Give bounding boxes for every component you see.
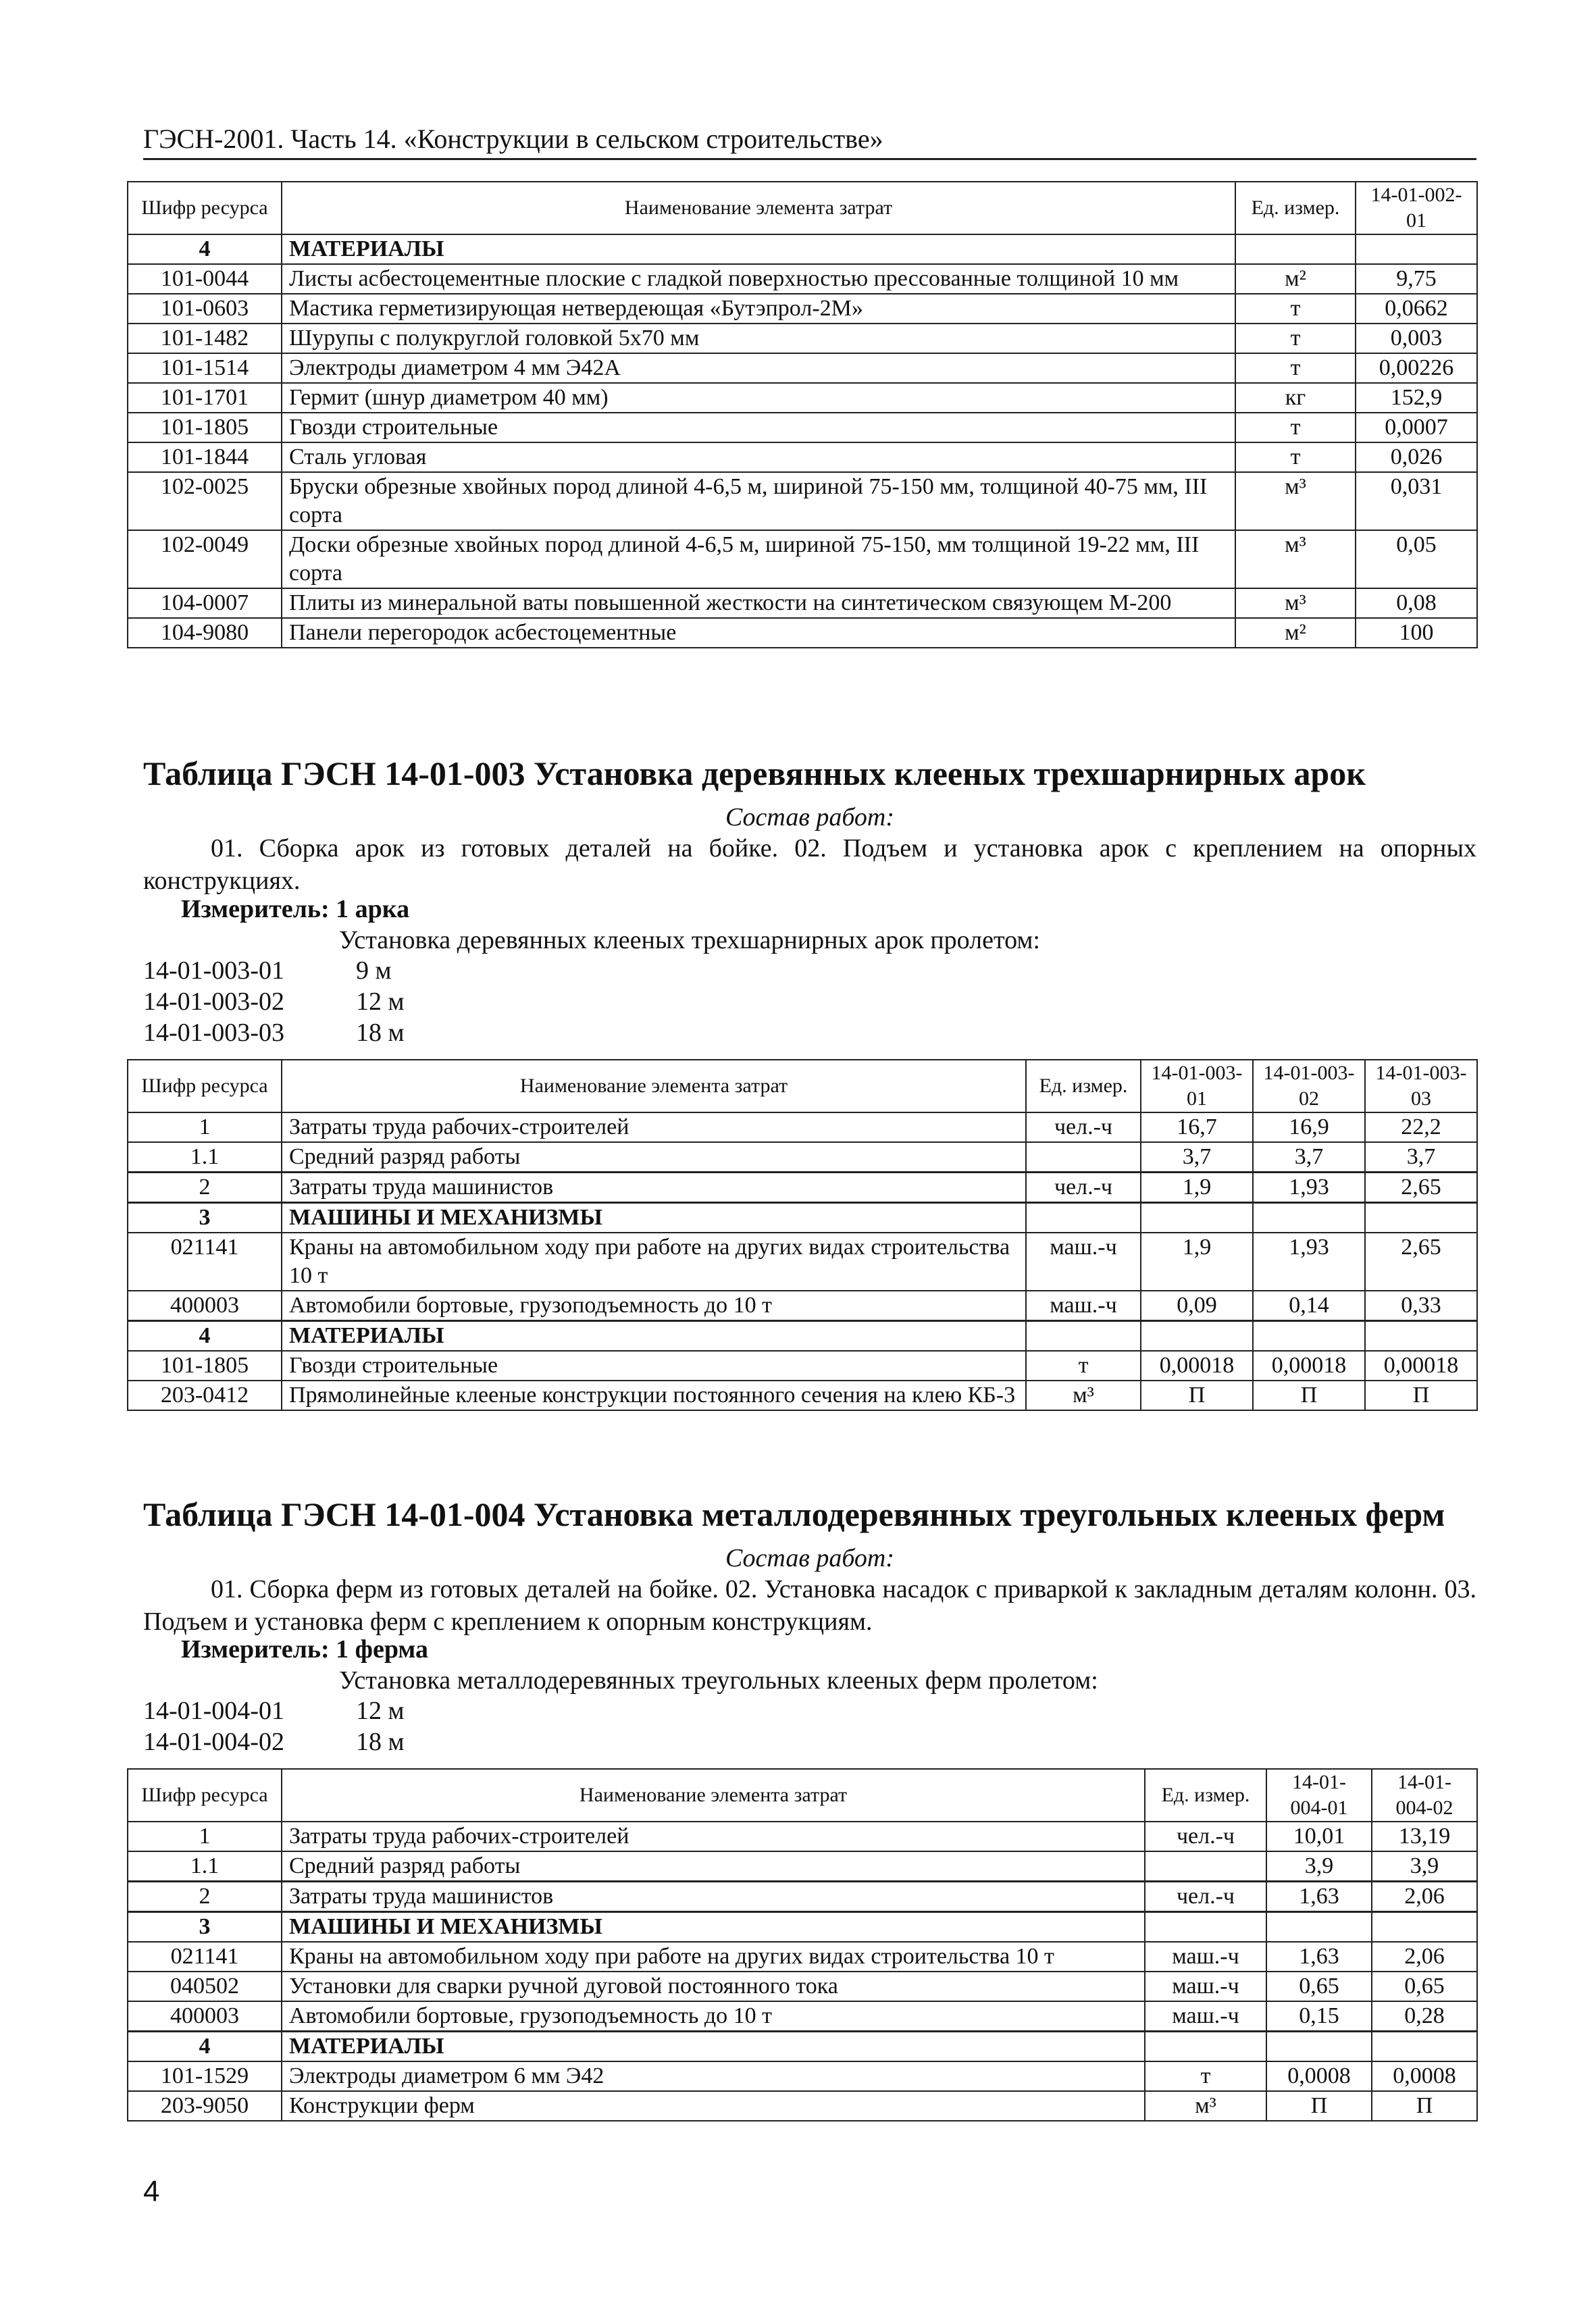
resource-code: 400003 — [128, 2001, 282, 2032]
resource-value: 1,63 — [1266, 1942, 1372, 1972]
resource-code: 101-1701 — [128, 383, 282, 413]
resource-value: 1,63 — [1266, 1882, 1372, 1912]
resource-value: 0,00018 — [1253, 1351, 1365, 1381]
table-row — [128, 618, 1477, 648]
resource-code: 101-1844 — [128, 442, 282, 472]
work-composition-label: Состав работ: — [725, 803, 895, 831]
resource-value: П — [1253, 1381, 1365, 1410]
resource-unit: т — [1235, 294, 1356, 324]
col-header-name: Наименование элемента затрат — [282, 1769, 1145, 1822]
resource-value: 9,75 — [1356, 264, 1477, 294]
table-row — [128, 413, 1477, 442]
resource-value: 152,9 — [1356, 383, 1477, 413]
variants-intro: Установка металлодеревянных треугольных клееных ферм пролетом: — [339, 1666, 1098, 1695]
resource-name: Средний разряд работы — [282, 1142, 1026, 1173]
table-row — [128, 1851, 1477, 1882]
resource-unit: т — [1026, 1351, 1141, 1381]
col-header-unit: Ед. измер. — [1235, 182, 1356, 234]
resource-unit: маш.-ч — [1026, 1291, 1141, 1321]
resource-value: 0,031 — [1356, 472, 1477, 530]
resource-unit: м³ — [1145, 2091, 1266, 2121]
resource-unit: кг — [1235, 383, 1356, 413]
resource-value: 1,93 — [1253, 1233, 1365, 1291]
resource-name: Электроды диаметром 4 мм Э42А — [282, 353, 1235, 383]
table-row — [128, 353, 1477, 383]
resource-code: 021141 — [128, 1942, 282, 1972]
resource-value — [1365, 1321, 1477, 1352]
variant-item — [143, 1695, 405, 1726]
resource-name: Бруски обрезные хвойных пород длиной 4-6,5 м, шириной 75-150 мм, толщиной 40-75 мм, III сорта — [282, 472, 1235, 530]
resource-code: 2 — [128, 1173, 282, 1203]
col-header-variant: 14-01-004-01 — [1266, 1769, 1372, 1822]
resource-value: 0,003 — [1356, 324, 1477, 353]
variants-intro: Установка деревянных клееных трехшарнирных арок пролетом: — [339, 926, 1040, 954]
resource-name: МАТЕРИАЛЫ — [282, 234, 1235, 264]
resource-value: 0,28 — [1372, 2001, 1477, 2032]
variant-span: 18 м — [356, 1019, 405, 1047]
measure-unit: Измеритель: 1 ферма — [181, 1635, 429, 1664]
resource-value: 0,026 — [1356, 442, 1477, 472]
col-header-variant: 14-01-003-02 — [1253, 1060, 1365, 1112]
resource-unit: т — [1235, 442, 1356, 472]
resource-name: Гермит (шнур диаметром 40 мм) — [282, 383, 1235, 413]
resource-value: 3,7 — [1141, 1142, 1253, 1173]
resource-value: 3,7 — [1365, 1142, 1477, 1173]
variant-code: 14-01-003-01 — [143, 956, 284, 985]
resource-name: Затраты труда рабочих-строителей — [282, 1112, 1026, 1142]
resource-value: 16,7 — [1141, 1112, 1253, 1142]
table-row — [128, 1381, 1477, 1410]
table-row — [128, 264, 1477, 294]
resource-unit: чел.-ч — [1026, 1112, 1141, 1142]
resource-unit — [1026, 1203, 1141, 1233]
col-header-code: Шифр ресурса — [128, 1769, 282, 1822]
resource-code: 1.1 — [128, 1851, 282, 1882]
resource-name: Краны на автомобильном ходу при работе на других видах строительства 10 т — [282, 1942, 1145, 1972]
resource-code: 040502 — [128, 1972, 282, 2001]
resource-table-14-01-003 — [127, 1059, 1478, 1411]
table-row — [128, 1112, 1477, 1142]
variant-item — [143, 1726, 405, 1757]
resource-name: Гвозди строительные — [282, 413, 1235, 442]
resource-name: Затраты труда машинистов — [282, 1882, 1145, 1912]
header-row — [128, 182, 1477, 234]
resource-name: Прямолинейные клееные конструкции постоянного сечения на клею КБ-3 — [282, 1381, 1026, 1410]
resource-unit — [1145, 1851, 1266, 1882]
resource-value: 0,09 — [1141, 1291, 1253, 1321]
resource-unit: маш.-ч — [1145, 2001, 1266, 2032]
table-row — [128, 1972, 1477, 2001]
resource-value: 3,9 — [1372, 1851, 1477, 1882]
resource-code: 101-0044 — [128, 264, 282, 294]
resource-name: Автомобили бортовые, грузоподъемность до 10 т — [282, 1291, 1026, 1321]
resource-code: 101-1482 — [128, 324, 282, 353]
resource-unit: чел.-ч — [1145, 1882, 1266, 1912]
resource-code: 102-0049 — [128, 530, 282, 588]
variant-item — [143, 1017, 405, 1048]
col-header-variant: 14-01-004-02 — [1372, 1769, 1477, 1822]
resource-code: 4 — [128, 2032, 282, 2062]
variant-span: 9 м — [356, 956, 392, 985]
resource-unit: м² — [1235, 264, 1356, 294]
resource-table-14-01-004 — [127, 1768, 1478, 2122]
header-row — [128, 1060, 1477, 1112]
resource-name: Конструкции ферм — [282, 2091, 1145, 2121]
resource-name: Доски обрезные хвойных пород длиной 4-6,5 м, шириной 75-150, мм толщиной 19-22 мм, III сорта — [282, 530, 1235, 588]
resource-unit — [1145, 2032, 1266, 2062]
resource-name: Сталь угловая — [282, 442, 1235, 472]
col-header-name: Наименование элемента затрат — [282, 182, 1235, 234]
table-row — [128, 2091, 1477, 2121]
table-row — [128, 1351, 1477, 1381]
col-header-name: Наименование элемента затрат — [282, 1060, 1026, 1112]
resource-name: Средний разряд работы — [282, 1851, 1145, 1882]
resource-unit: м³ — [1235, 472, 1356, 530]
resource-code: 021141 — [128, 1233, 282, 1291]
resource-name: МАШИНЫ И МЕХАНИЗМЫ — [282, 1912, 1145, 1943]
resource-name: Установки для сварки ручной дуговой постоянного тока — [282, 1972, 1145, 2001]
resource-value — [1141, 1203, 1253, 1233]
resource-code: 203-0412 — [128, 1381, 282, 1410]
resource-value: 0,0662 — [1356, 294, 1477, 324]
variant-code: 14-01-003-03 — [143, 1019, 284, 1047]
table-row — [128, 2061, 1477, 2091]
resource-value: 0,15 — [1266, 2001, 1372, 2032]
resource-value — [1253, 1203, 1365, 1233]
resource-code: 1.1 — [128, 1142, 282, 1173]
resource-unit: маш.-ч — [1145, 1972, 1266, 2001]
resource-value: 0,00226 — [1356, 353, 1477, 383]
resource-value: 0,65 — [1266, 1972, 1372, 2001]
resource-code: 101-1529 — [128, 2061, 282, 2091]
measure-unit: Измеритель: 1 арка — [181, 895, 410, 923]
resource-name: Шурупы с полукруглой головкой 5х70 мм — [282, 324, 1235, 353]
resource-unit — [1235, 234, 1356, 264]
resource-unit: т — [1235, 413, 1356, 442]
col-header-code: Шифр ресурса — [128, 182, 282, 234]
resource-table-14-01-002 — [127, 181, 1478, 648]
resource-name: Автомобили бортовые, грузоподъемность до 10 т — [282, 2001, 1145, 2032]
resource-value: 0,05 — [1356, 530, 1477, 588]
resource-value: 1,9 — [1141, 1233, 1253, 1291]
resource-unit: маш.-ч — [1145, 1942, 1266, 1972]
resource-value: 0,14 — [1253, 1291, 1365, 1321]
resource-code: 203-9050 — [128, 2091, 282, 2121]
resource-value: 3,9 — [1266, 1851, 1372, 1882]
resource-unit: т — [1145, 2061, 1266, 2091]
variant-code: 14-01-004-01 — [143, 1697, 284, 1725]
section-row — [128, 2032, 1477, 2062]
resource-code: 104-0007 — [128, 588, 282, 618]
resource-code: 4 — [128, 234, 282, 264]
variant-code: 14-01-003-02 — [143, 987, 284, 1016]
resource-code: 4 — [128, 1321, 282, 1352]
resource-unit: чел.-ч — [1145, 1822, 1266, 1851]
section-row — [128, 1203, 1477, 1233]
resource-name: МАТЕРИАЛЫ — [282, 2032, 1145, 2062]
resource-unit: м³ — [1235, 588, 1356, 618]
resource-code: 101-1514 — [128, 353, 282, 383]
resource-code: 3 — [128, 1912, 282, 1943]
resource-name: Затраты труда машинистов — [282, 1173, 1026, 1203]
table-title-14-01-003: Таблица ГЭСН 14-01-003 Установка деревянных клееных трехшарнирных арок — [143, 754, 1366, 792]
resource-value: 1,93 — [1253, 1173, 1365, 1203]
resource-name: МАТЕРИАЛЫ — [282, 1321, 1026, 1352]
table-row — [128, 2001, 1477, 2032]
resource-value: П — [1141, 1381, 1253, 1410]
variant-span: 12 м — [356, 1697, 405, 1725]
col-header-variant: 14-01-002-01 — [1356, 182, 1477, 234]
resource-value: 0,65 — [1372, 1972, 1477, 2001]
resource-unit: т — [1235, 324, 1356, 353]
resource-value: 2,06 — [1372, 1882, 1477, 1912]
resource-value — [1266, 2032, 1372, 2062]
resource-value: 13,19 — [1372, 1822, 1477, 1851]
resource-value: 100 — [1356, 618, 1477, 648]
resource-unit: м³ — [1026, 1381, 1141, 1410]
resource-name: Затраты труда рабочих-строителей — [282, 1822, 1145, 1851]
resource-value: 16,9 — [1253, 1112, 1365, 1142]
resource-code: 1 — [128, 1112, 282, 1142]
resource-value: 22,2 — [1365, 1112, 1477, 1142]
resource-unit: чел.-ч — [1026, 1173, 1141, 1203]
resource-value: 0,0008 — [1372, 2061, 1477, 2091]
resource-value — [1141, 1321, 1253, 1352]
variant-span: 12 м — [356, 987, 405, 1016]
resource-code: 3 — [128, 1203, 282, 1233]
resource-value — [1372, 1912, 1477, 1943]
resource-unit: т — [1235, 353, 1356, 383]
resource-name: Плиты из минеральной ваты повышенной жесткости на синтетическом связующем М-200 — [282, 588, 1235, 618]
table-row — [128, 1882, 1477, 1912]
table-row — [128, 472, 1477, 530]
resource-code: 101-1805 — [128, 413, 282, 442]
resource-value: П — [1266, 2091, 1372, 2121]
table-row — [128, 1822, 1477, 1851]
header-row — [128, 1769, 1477, 1822]
resource-value: 0,0007 — [1356, 413, 1477, 442]
variant-code: 14-01-004-02 — [143, 1728, 284, 1756]
resource-value: 2,65 — [1365, 1173, 1477, 1203]
resource-code: 101-1805 — [128, 1351, 282, 1381]
variant-span: 18 м — [356, 1728, 405, 1756]
resource-name: Листы асбестоцементные плоские с гладкой поверхностью прессованные толщиной 10 мм — [282, 264, 1235, 294]
resource-value: 3,7 — [1253, 1142, 1365, 1173]
resource-value: 0,08 — [1356, 588, 1477, 618]
resource-unit: м³ — [1235, 530, 1356, 588]
resource-unit — [1026, 1321, 1141, 1352]
work-composition-text: 01. Сборка ферм из готовых деталей на бойке. 02. Установка насадок с приваркой к закладным деталям колонн. 03. Подъем и установка ферм с креплением к опорным конструкциям. — [143, 1575, 1476, 1636]
table-row — [128, 1942, 1477, 1972]
resource-unit — [1026, 1142, 1141, 1173]
resource-value — [1365, 1203, 1477, 1233]
resource-code: 104-9080 — [128, 618, 282, 648]
col-header-code: Шифр ресурса — [128, 1060, 282, 1112]
resource-value: 10,01 — [1266, 1822, 1372, 1851]
resource-name: Гвозди строительные — [282, 1351, 1026, 1381]
work-composition-text: 01. Сборка арок из готовых деталей на бойке. 02. Подъем и установка арок с креплением на опорных конструкциях. — [143, 834, 1476, 895]
col-header-variant: 14-01-003-03 — [1365, 1060, 1477, 1112]
resource-value — [1372, 2032, 1477, 2062]
table-row — [128, 324, 1477, 353]
work-composition-label: Состав работ: — [725, 1544, 895, 1572]
resource-value: 2,65 — [1365, 1233, 1477, 1291]
resource-code: 101-0603 — [128, 294, 282, 324]
resource-unit — [1145, 1912, 1266, 1943]
resource-code: 102-0025 — [128, 472, 282, 530]
resource-value: 0,0008 — [1266, 2061, 1372, 2091]
resource-name: Мастика герметизирующая нетвердеющая «Бутэпрол-2М» — [282, 294, 1235, 324]
resource-unit: маш.-ч — [1026, 1233, 1141, 1291]
resource-name: Электроды диаметром 6 мм Э42 — [282, 2061, 1145, 2091]
resource-value: 0,00018 — [1141, 1351, 1253, 1381]
resource-value: П — [1372, 2091, 1477, 2121]
running-header: ГЭСН-2001. Часть 14. «Конструкции в сельском строительстве» — [143, 122, 1476, 160]
table-row — [128, 1142, 1477, 1173]
resource-value: П — [1365, 1381, 1477, 1410]
col-header-unit: Ед. измер. — [1145, 1769, 1266, 1822]
table-row — [128, 294, 1477, 324]
resource-value — [1266, 1912, 1372, 1943]
table-row — [128, 383, 1477, 413]
resource-value: 2,06 — [1372, 1942, 1477, 1972]
resource-code: 400003 — [128, 1291, 282, 1321]
variant-item — [143, 986, 405, 1017]
section-row — [128, 234, 1477, 264]
table-row — [128, 1291, 1477, 1321]
table-title-14-01-004: Таблица ГЭСН 14-01-004 Установка металлодеревянных треугольных клееных ферм — [143, 1495, 1445, 1533]
section-row — [128, 1321, 1477, 1352]
resource-value: 0,00018 — [1365, 1351, 1477, 1381]
resource-value: 0,33 — [1365, 1291, 1477, 1321]
table-row — [128, 442, 1477, 472]
resource-name: Панели перегородок асбестоцементные — [282, 618, 1235, 648]
section-row — [128, 1912, 1477, 1943]
resource-value: 1,9 — [1141, 1173, 1253, 1203]
resource-value — [1253, 1321, 1365, 1352]
col-header-unit: Ед. измер. — [1026, 1060, 1141, 1112]
table-row — [128, 588, 1477, 618]
page-number: 4 — [143, 2175, 160, 2208]
table-row — [128, 1173, 1477, 1203]
resource-name: Краны на автомобильном ходу при работе на других видах строительства 10 т — [282, 1233, 1026, 1291]
resource-code: 1 — [128, 1822, 282, 1851]
resource-name: МАШИНЫ И МЕХАНИЗМЫ — [282, 1203, 1026, 1233]
resource-unit: м² — [1235, 618, 1356, 648]
resource-value — [1356, 234, 1477, 264]
resource-code: 2 — [128, 1882, 282, 1912]
col-header-variant: 14-01-003-01 — [1141, 1060, 1253, 1112]
variant-item — [143, 955, 392, 986]
table-row — [128, 530, 1477, 588]
table-row — [128, 1233, 1477, 1291]
